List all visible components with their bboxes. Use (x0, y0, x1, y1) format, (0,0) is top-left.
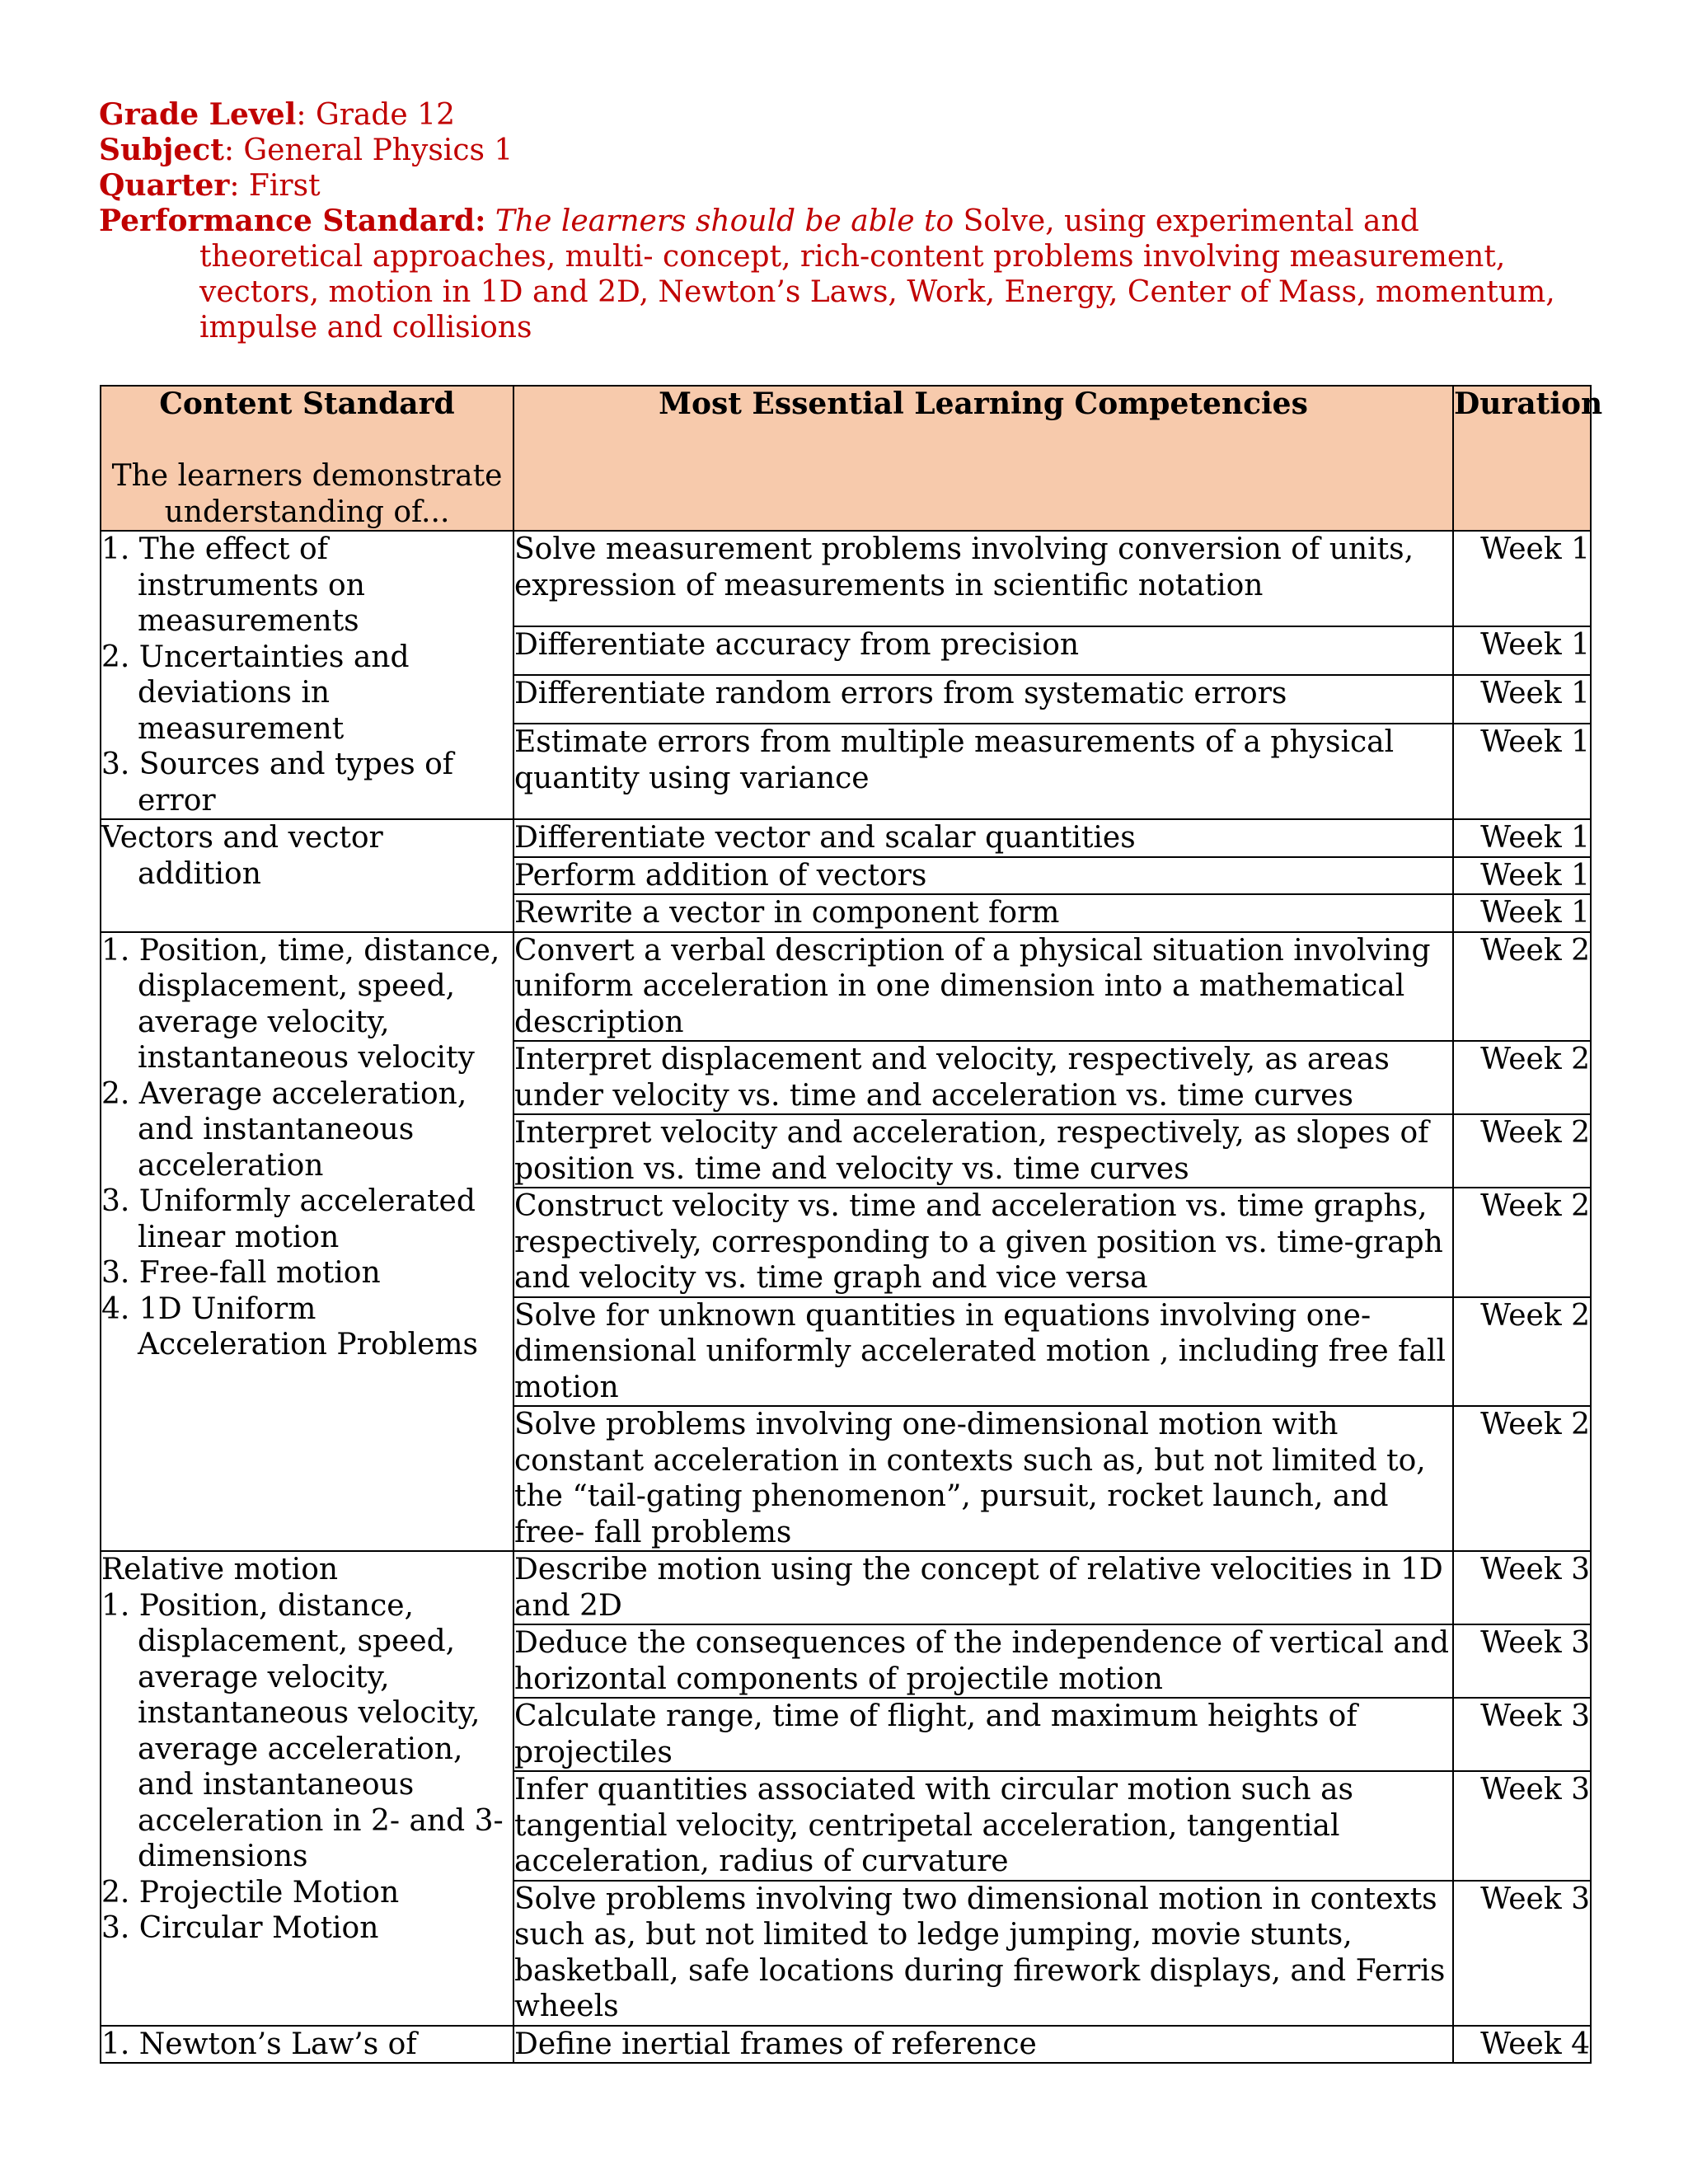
content-standard-item: 1. Position, time, distance, displacement, speed, average velocity, instantaneous velocity (101, 933, 500, 1075)
performance-standard-text: Solve, using experimental and theoretical approaches, multi- concept, rich-content problems involving measurement, vectors, motion in 1D and 2D, Newton’s Laws, Work, Energy, Center of Mass, momentum, impulse and collisions (199, 204, 1555, 344)
quarter-value: : First (229, 169, 321, 203)
content-standard-item: 2. Average acceleration, and instantaneous acceleration (101, 1076, 467, 1183)
competency-cell: Describe motion using the concept of relative velocities in 1D and 2D (513, 1551, 1453, 1624)
duration-header: Duration (1453, 386, 1591, 531)
table-row (101, 2026, 1591, 2064)
competency-cell: Solve problems involving two dimensional motion in contexts such as, but not limited to ledge jumping, movie stunts, basketball, safe locations during firework displays, and Ferris wheels (513, 1881, 1453, 2026)
performance-standard-label: Performance Standard: (99, 204, 486, 238)
duration-cell: Week 2 (1453, 932, 1591, 1042)
content-standard-list (101, 532, 513, 818)
subject-label: Subject (99, 133, 224, 167)
competency-cell: Rewrite a vector in component form (513, 894, 1453, 932)
competency-cell: Construct velocity vs. time and acceleration vs. time graphs, respectively, corresponding to a given position vs. time-graph and velocity vs. time graph and vice versa (513, 1188, 1453, 1297)
competency-cell: Solve problems involving one-dimensional motion with constant acceleration in contexts such as, but not limited to, the “tail-gating phenomenon”, pursuit, rocket launch, and free- fall problems (513, 1406, 1453, 1551)
duration-cell: Week 3 (1453, 1771, 1591, 1881)
table-header-row (101, 386, 1591, 531)
table-row (101, 531, 1591, 626)
content-standard-item: 1. Newton’s Law’s of (101, 2027, 417, 2061)
duration-cell: Week 3 (1453, 1698, 1591, 1771)
competency-cell: Define inertial frames of reference (513, 2026, 1453, 2064)
content-standard-cell (101, 531, 513, 819)
duration-cell: Week 1 (1453, 724, 1591, 819)
performance-standard (99, 204, 1582, 345)
competency-cell: Interpret velocity and acceleration, respectively, as slopes of position vs. time and velocity vs. time curves (513, 1114, 1453, 1188)
duration-cell: Week 2 (1453, 1188, 1591, 1297)
duration-cell: Week 1 (1453, 819, 1591, 857)
duration-cell: Week 1 (1453, 894, 1591, 932)
table-row (101, 1551, 1591, 1624)
content-standard-cell (101, 1551, 513, 2026)
content-standard-list (101, 933, 513, 1363)
duration-cell: Week 3 (1453, 1551, 1591, 1624)
content-standard-subtitle: The learners demonstrate understanding of... (111, 459, 503, 529)
content-standard-item: 1. Position, distance, displacement, speed, average velocity, instantaneous velocity, average acceleration, and instantaneous acceleration in 2- and 3- dimensions (101, 1588, 504, 1873)
competency-cell: Calculate range, time of flight, and maximum heights of projectiles (513, 1698, 1453, 1771)
content-standard-header (101, 386, 513, 531)
duration-cell: Week 2 (1453, 1297, 1591, 1407)
duration-cell: Week 2 (1453, 1114, 1591, 1188)
content-standard-item: 3. Sources and types of error (101, 748, 454, 818)
subject-value: : General Physics 1 (223, 134, 513, 167)
grade-level-line (99, 97, 1582, 133)
duration-cell: Week 1 (1453, 531, 1591, 626)
duration-cell: Week 4 (1453, 2026, 1591, 2064)
content-standard-list (101, 2027, 513, 2063)
document-header (99, 97, 1582, 345)
content-standard-title: Content Standard (159, 387, 455, 421)
competency-table (100, 385, 1603, 2064)
content-standard-item: 3. Circular Motion (101, 1911, 379, 1945)
competency-cell: Solve measurement problems involving conversion of units, expression of measurements in scientific notation (513, 531, 1453, 626)
competency-cell: Deduce the consequences of the independence of vertical and horizontal components of projectile motion (513, 1624, 1453, 1698)
table-row (101, 819, 1591, 857)
competencies-header: Most Essential Learning Competencies (513, 386, 1453, 531)
subject-line (99, 133, 1582, 168)
content-standard-item: 4. 1D Uniform Acceleration Problems (101, 1291, 478, 1361)
competency-cell: Estimate errors from multiple measurements of a physical quantity using variance (513, 724, 1453, 819)
content-standard-cell (101, 819, 513, 932)
duration-cell: Week 3 (1453, 1881, 1591, 2026)
content-standard-lead: Vectors and vector addition (101, 821, 383, 891)
competency-cell: Convert a verbal description of a physical situation involving uniform acceleration in one dimension into a mathematical description (513, 932, 1453, 1042)
grade-level-value: : Grade 12 (296, 98, 455, 132)
competency-cell: Solve for unknown quantities in equations involving one-dimensional uniformly accelerated motion , including free fall motion (513, 1297, 1453, 1407)
competency-cell: Differentiate accuracy from precision (513, 626, 1453, 675)
duration-cell: Week 1 (1453, 675, 1591, 724)
content-standard-lead: Relative motion (101, 1553, 339, 1586)
content-standard-item: 1. The effect of instruments on measurements (101, 532, 365, 638)
competency-cell: Differentiate random errors from systematic errors (513, 675, 1453, 724)
content-standard-item: 3. Free-fall motion (101, 1256, 381, 1290)
duration-cell: Week 1 (1453, 626, 1591, 675)
content-standard-item: 2. Projectile Motion (101, 1875, 400, 1910)
duration-cell: Week 2 (1453, 1406, 1591, 1551)
quarter-line (99, 168, 1582, 204)
table-body (101, 531, 1591, 2063)
content-standard-cell (101, 932, 513, 1552)
duration-cell: Week 1 (1453, 857, 1591, 895)
competency-cell: Infer quantities associated with circular motion such as tangential velocity, centripetal acceleration, tangential acceleration, radius of curvature (513, 1771, 1453, 1881)
competency-cell: Perform addition of vectors (513, 857, 1453, 895)
duration-cell: Week 3 (1453, 1624, 1591, 1698)
quarter-label: Quarter (99, 168, 230, 203)
performance-standard-intro: The learners should be able to (495, 204, 954, 238)
content-standard-item: 3. Uniformly accelerated linear motion (101, 1184, 476, 1254)
content-standard-cell (101, 2026, 513, 2064)
duration-cell: Week 2 (1453, 1041, 1591, 1114)
table-row (101, 932, 1591, 1042)
content-standard-item: 2. Uncertainties and deviations in measurement (101, 640, 410, 746)
grade-level-label: Grade Level (99, 97, 297, 132)
competency-cell: Interpret displacement and velocity, respectively, as areas under velocity vs. time and acceleration vs. time curves (513, 1041, 1453, 1114)
competency-cell: Differentiate vector and scalar quantities (513, 819, 1453, 857)
content-standard-list (101, 1588, 513, 1947)
